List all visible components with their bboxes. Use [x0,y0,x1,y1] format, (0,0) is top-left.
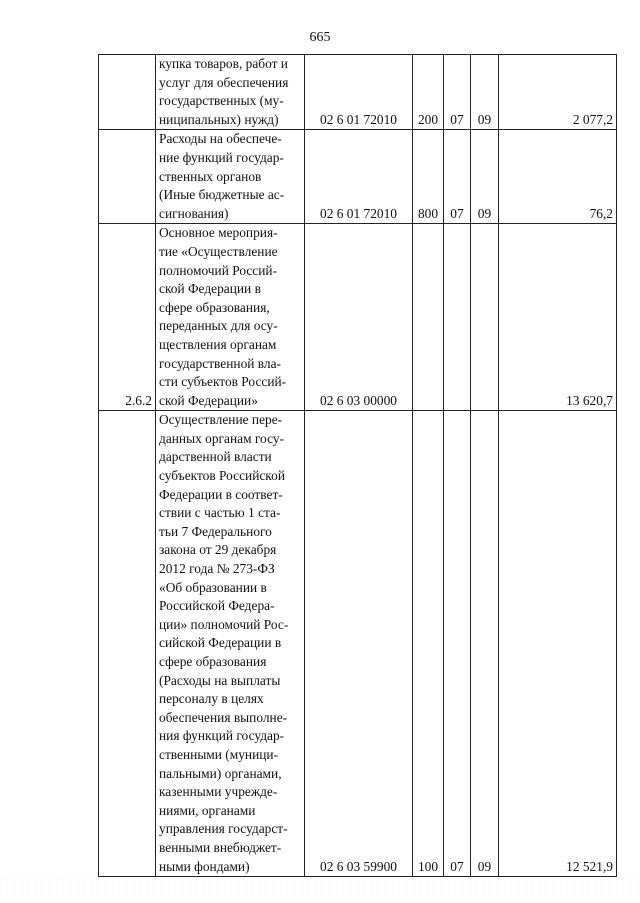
description-line: закона от 29 декабря [159,542,277,558]
target-code-cell: 02 6 03 00000 [305,224,413,411]
description-line: Федерации в соответ- [159,486,283,502]
section-cell: 07 [444,411,471,877]
description-line: сти субъектов Россий- [159,374,287,390]
description-line: ниципальных) нужд) [159,111,279,127]
description-cell [156,224,305,411]
description-line: персоналу в целях [159,691,264,707]
expense-group-cell: 100 [413,411,444,877]
description-line: ными фондами) [159,858,250,874]
description-line: субъектов Российской [159,468,285,484]
section-cell [444,224,471,411]
description-line: услуг для обеспечения [159,74,289,90]
description-line: ствии с частью 1 ста- [159,505,281,521]
table-row [99,130,617,224]
description-line: 2012 года № 273-ФЗ [159,561,275,577]
amount-cell: 13 620,7 [499,224,617,411]
description-line: венными внебюджет- [159,839,282,855]
description-line: сфере образования, [159,299,270,315]
description-cell [156,55,305,130]
subsection-cell [471,224,499,411]
description-line: (Расходы на выплаты [159,672,281,688]
target-code-cell: 02 6 01 72010 [305,130,413,224]
description-line: управления государст- [159,821,288,837]
description-cell [156,411,305,877]
description-line: Основное мероприя- [159,225,278,241]
description-line: купка товаров, работ и [159,56,288,71]
description-line: пальными) органами, [159,765,282,781]
table-row [99,411,617,877]
expense-group-cell: 800 [413,130,444,224]
description-line: ции» полномочий Рос- [159,616,289,632]
description-line: сигнования) [159,205,229,221]
description-line: Осуществление пере- [159,412,283,428]
description-line: ния функций государ- [159,728,285,744]
budget-table-body [99,55,617,877]
description-line: переданных для осу- [159,318,278,334]
description-line: Расходы на обеспече- [159,131,282,147]
description-line: (Иные бюджетные ас- [159,187,285,203]
target-code-cell: 02 6 03 59900 [305,411,413,877]
description-line: государственной вла- [159,355,282,371]
description-line: тие «Осуществление [159,243,278,259]
description-line: ние функций государ- [159,149,284,165]
description-line: сийской Федерации в [159,635,282,651]
subsection-cell: 09 [471,55,499,130]
description-line: сфере образования [159,654,267,669]
description-line: тьи 7 Федерального [159,523,272,539]
description-line: «Об образовании в [159,579,267,595]
description-line: ской Федерации в [159,281,261,297]
description-line: данных органам госу- [159,430,284,446]
target-code-cell: 02 6 01 72010 [305,55,413,130]
budget-table [98,54,617,877]
amount-cell: 76,2 [499,130,617,224]
description-line: ниями, органами [159,802,256,818]
section-cell: 07 [444,55,471,130]
description-line: казенными учрежде- [159,784,278,800]
amount-cell: 12 521,9 [499,411,617,877]
table-row [99,224,617,411]
description-line: Российской Федера- [159,598,275,614]
subsection-cell: 09 [471,130,499,224]
scan-artifact [0,877,640,895]
description-line: дарственной власти [159,449,272,465]
amount-cell: 2 077,2 [499,55,617,130]
page-number: 665 [309,30,331,45]
row-number-cell: 2.6.2 [99,224,156,411]
expense-group-cell: 200 [413,55,444,130]
table-row [99,55,617,130]
subsection-cell: 09 [471,411,499,877]
row-number-cell [99,130,156,224]
section-cell: 07 [444,130,471,224]
description-line: государственных (му- [159,93,284,109]
expense-group-cell [413,224,444,411]
description-line: полномочий Россий- [159,262,278,278]
description-cell [156,130,305,224]
description-line: обеспечения выполне- [159,709,288,725]
description-line: ственными (муници- [159,746,279,762]
description-line: ской Федерации» [159,392,258,408]
description-line: ществления органам [159,336,277,352]
row-number-cell [99,411,156,877]
row-number-cell [99,55,156,130]
description-line: ственных органов [159,168,262,184]
